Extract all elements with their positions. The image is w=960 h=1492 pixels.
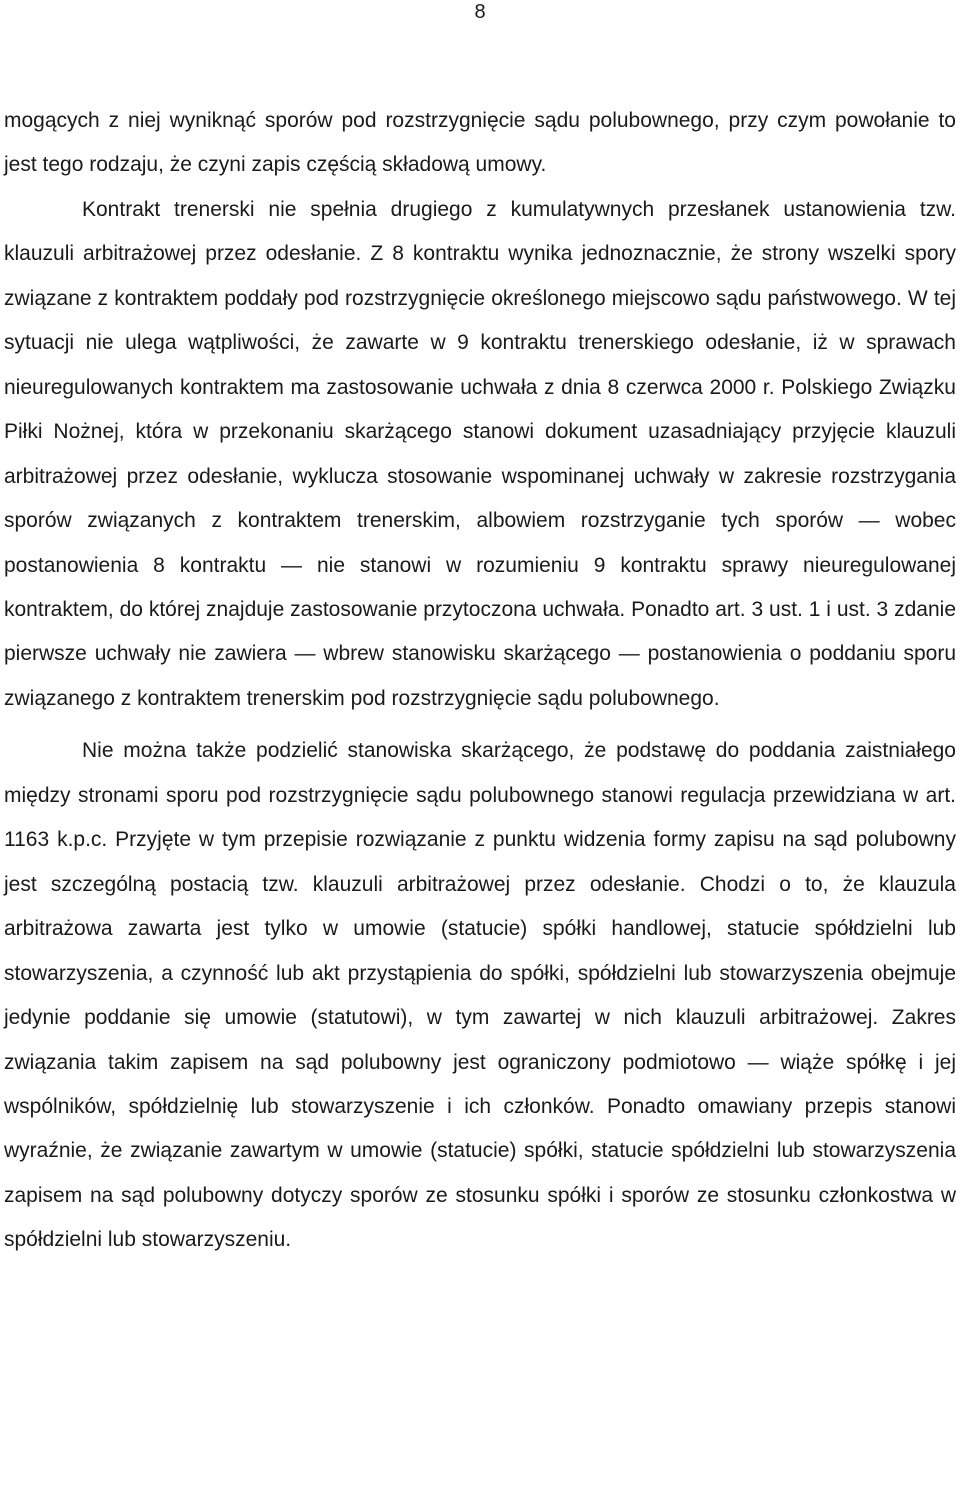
- paragraph-3: Nie można także podzielić stanowiska skarżącego, że podstawę do poddania zaistniałego między stronami sporu pod rozstrzygnięcie sądu polubownego stanowi regulacja przewidziana w art. 1163 k.p.c. Przyjęte w tym przepisie rozwiązanie z punktu widzenia formy zapisu na sąd polubowny jest szczególną postacią tzw. klauzuli arbitrażowej przez odesłanie. Chodzi o to, że klauzula arbitrażowa zawarta jest tylko w umowie (statucie) spółki handlowej, statucie spółdzielni lub stowarzyszenia, a czynność lub akt przystąpienia do spółki, spółdzielni lub stowarzyszenia obejmuje jedynie poddanie się umowie (statutowi), w tym zawartej w nich klauzuli arbitrażowej. Zakres związania takim zapisem na sąd polubowny jest ograniczony podmiotowo — wiąże spółkę i jej wspólników, spółdzielnię lub stowarzyszenie i ich członków. Ponadto omawiany przepis stanowi wyraźnie, że związanie zawartym w umowie (statucie) spółki, statucie spółdzielni lub stowarzyszenia zapisem na sąd polubowny dotyczy sporów ze stosunku spółki i sporów ze stosunku członkostwa w spółdzielni lub stowarzyszeniu.: [4, 739, 956, 1252]
- document-body: [4, 99, 956, 1263]
- paragraph-1: mogących z niej wyniknąć sporów pod rozstrzygnięcie sądu polubownego, przy czym powołanie to jest tego rodzaju, że czyni zapis częścią składową umowy.: [4, 109, 956, 177]
- paragraph-2: Kontrakt trenerski nie spełnia drugiego z kumulatywnych przesłanek ustanowienia tzw. klauzuli arbitrażowej przez odesłanie. Z 8 kontraktu wynika jednoznacznie, że strony wszelki spory związane z kontraktem poddały pod rozstrzygnięcie określonego miejscowo sądu państwowego. W tej sytuacji nie ulega wątpliwości, że zawarte w 9 kontraktu trenerskiego odesłanie, iż w sprawach nieuregulowanych kontraktem ma zastosowanie uchwała z dnia 8 czerwca 2000 r. Polskiego Związku Piłki Nożnej, która w przekonaniu skarżącego stanowi dokument uzasadniający przyjęcie klauzuli arbitrażowej przez odesłanie, wyklucza stosowanie wspominanej uchwały w zakresie rozstrzygania sporów związanych z kontraktem trenerskim, albowiem rozstrzyganie tych sporów — wobec postanowienia 8 kontraktu — nie stanowi w rozumieniu 9 kontraktu sprawy nieuregulowanej kontraktem, do której znajduje zastosowanie przytoczona uchwała. Ponadto art. 3 ust. 1 i ust. 3 zdanie pierwsze uchwały nie zawiera — wbrew stanowisku skarżącego — postanowienia o poddaniu sporu związanego z kontraktem trenerskim pod rozstrzygnięcie sądu polubownego.: [4, 197, 956, 710]
- page-number: 8: [474, 1, 486, 23]
